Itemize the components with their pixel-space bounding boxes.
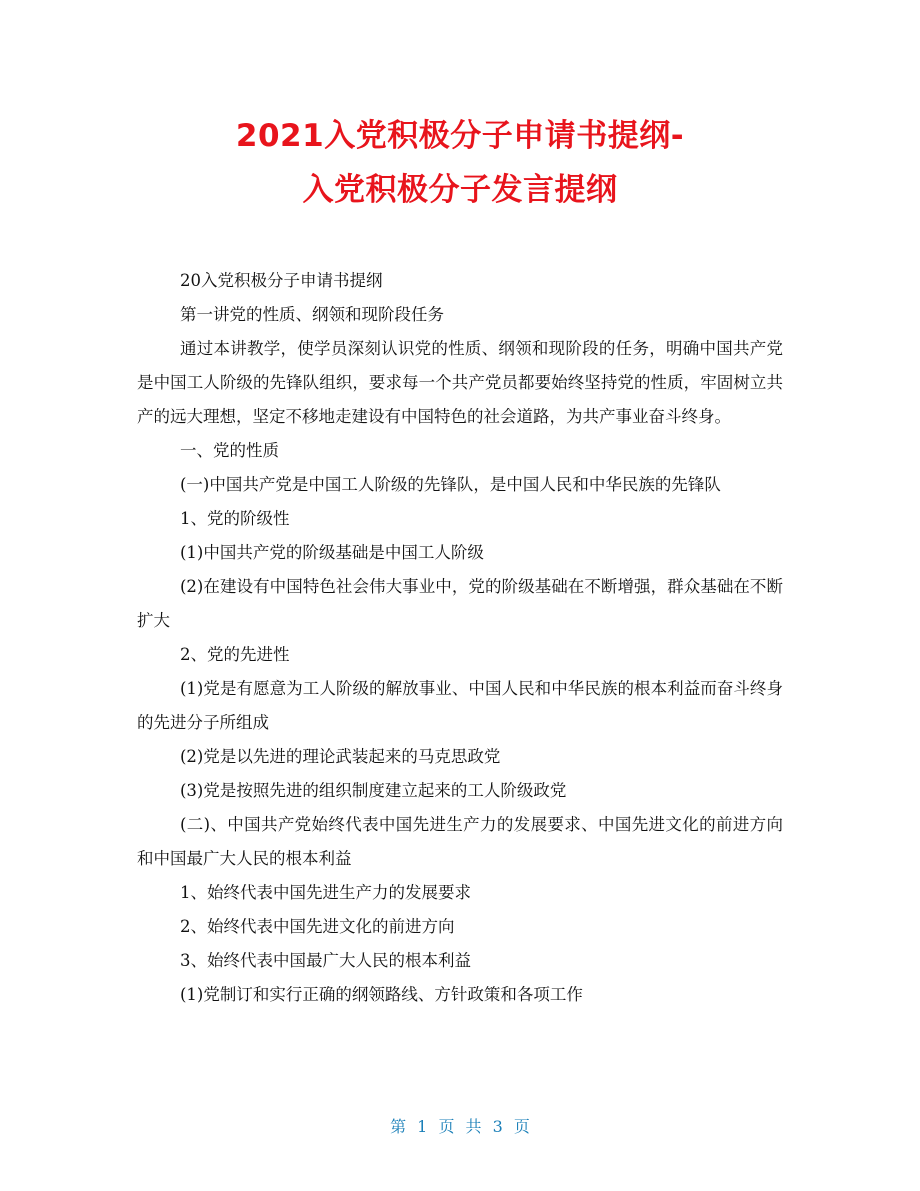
page-footer: 第 1 页 共 3 页 xyxy=(390,1117,530,1136)
document-title-line-2: 入党积极分子发言提纲 xyxy=(302,172,618,208)
body-paragraph: 2、党的先进性 xyxy=(180,645,290,664)
document-body xyxy=(137,264,783,1012)
body-paragraph: 3、始终代表中国最广大人民的根本利益 xyxy=(180,951,471,970)
body-paragraph: 2、始终代表中国先进文化的前进方向 xyxy=(180,917,455,936)
body-paragraph: (1)中国共产党的阶级基础是中国工人阶级 xyxy=(180,543,484,562)
body-paragraph: (二)、中国共产党始终代表中国先进生产力的发展要求、中国先进文化的前进方向和中国最广大人民的根本利益 xyxy=(137,815,783,868)
intro-paragraph: 通过本讲教学，使学员深刻认识党的性质、纲领和现阶段的任务，明确中国共产党是中国工人阶级的先锋队组织，要求每一个共产党员都要始终坚持党的性质，牢固树立共产的远大理想，坚定不移地走建设有中国特色的社会道路，为共产事业奋斗终身。 xyxy=(137,339,783,426)
body-paragraph: (1)党是有愿意为工人阶级的解放事业、中国人民和中华民族的根本利益而奋斗终身的先进分子所组成 xyxy=(137,679,783,732)
subtitle-paragraph: 20入党积极分子申请书提纲 xyxy=(180,271,383,290)
body-paragraph: (1)党制订和实行正确的纲领路线、方针政策和各项工作 xyxy=(180,985,583,1004)
document-title-line-1: 2021入党积极分子申请书提纲- xyxy=(235,118,685,154)
body-paragraph: 1、始终代表中国先进生产力的发展要求 xyxy=(180,883,471,902)
section-heading: 一、党的性质 xyxy=(180,441,279,460)
body-paragraph: (一)中国共产党是中国工人阶级的先锋队，是中国人民和中华民族的先锋队 xyxy=(180,475,721,494)
body-paragraph: 1、党的阶级性 xyxy=(180,509,290,528)
body-paragraph: (2)在建设有中国特色社会伟大事业中，党的阶级基础在不断增强，群众基础在不断扩大 xyxy=(137,577,783,630)
body-paragraph: (2)党是以先进的理论武装起来的马克思政党 xyxy=(180,747,501,766)
body-paragraph: (3)党是按照先进的组织制度建立起来的工人阶级政党 xyxy=(180,781,567,800)
lecture-heading: 第一讲党的性质、纲领和现阶段任务 xyxy=(180,305,444,324)
